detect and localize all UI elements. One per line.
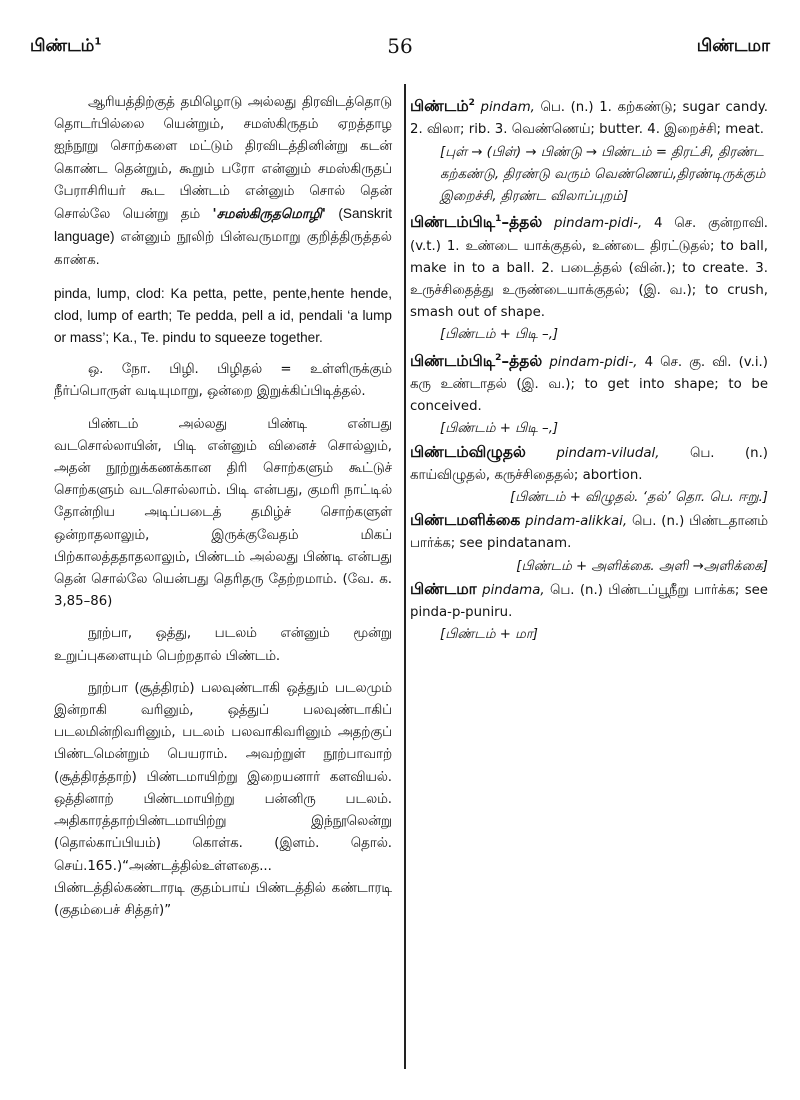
dictionary-entry [410, 92, 768, 208]
entry-etymology: [பிண்டம் + பிடி –,] [440, 327, 559, 343]
left-paragraph-1: ஆரியத்திற்குத் தமிழொடு அல்லது திரவிடத்தொடு தொடர்பில்லை யென்றும், சமஸ்கிருதம் ஏறத்தாழ ஐந்நூறு சொற்களை மட்டும் திரவிடத்தினின்று கடன் கொண்ட தென்றும், கூறும் பரோ என்னும் சமஸ்கிருதப் பேராசிரியர் கூட பிண்டம் என்னும் சொல் தென் சொல்லே யென்று தம் 'சமஸ்கிருதமொழி' (Sanskrit language) என்னும் நூலிற் பின்வருமாறு குறித்திருத்தல் காண்க. [54, 95, 392, 268]
left-paragraph-3: ஒ. நோ. பிழி. பிழிதல் = உள்ளிருக்கும் நீர்ப்பொருள் வடியுமாறு, ஒன்றை இறுக்கிப்பிடித்தல். [54, 362, 392, 400]
entry-headword: பிண்டம்விழுதல் [410, 442, 526, 461]
left-paragraph-6: நூற்பா (சூத்திரம்) பலவுண்டாகி ஒத்தும் படலமும் இன்றாகி வரினும், ஒத்துப் பலவுண்டாகிப் படலமின்றிவரினும், படலம் பலவாகிவரினும் அதற்குப் பிண்டமென்றும் பெயராம். அவற்றுள் நூற்பாவாற் (சூத்திரத்தாற்) பிண்டமாயிற்று இறையனார் களவியல். ஒத்தினாற் பிண்டமாயிற்று பன்னிரு படலம். அதிகாரத்தாற்பிண்டமாயிற்று இந்நூலென்று (தொல்காப்பியம்) கொள்க. (இளம். தொல். செய்.165.)“அண்டத்தில்உள்ளதை... பிண்டத்தில்கண்டாரடி குதம்பாய் பிண்டத்தில் கண்டாரடி (குதம்பைச் சித்தர்)” [54, 680, 392, 918]
dictionary-entry [410, 441, 768, 510]
entry-transliteration: pindam, [480, 100, 535, 116]
entry-definition: பெ. (n.) காய்விழுதல், கருச்சிதைதல்; abortion. [410, 445, 768, 483]
header-left-guideword: பிண்டம்$^1$ [30, 36, 102, 56]
entry-headword: பிண்டம்$^2$ [410, 97, 475, 116]
entry-transliteration: pindama, [482, 582, 545, 598]
dictionary-entry [410, 208, 768, 346]
left-paragraph-5: நூற்பா, ஒத்து, படலம் என்னும் மூன்று உறுப்புகளையும் பெற்றதால் பிண்டம். [54, 626, 392, 664]
entry-headword: பிண்டம்பிடி$^1$–த்தல் [410, 213, 543, 232]
entry-transliteration: pindam-pidi-, [554, 216, 643, 232]
entry-etymology: [பிண்டம் + மா] [440, 627, 538, 643]
entry-transliteration: pindam-alikkai, [525, 514, 628, 530]
left-column [54, 92, 392, 932]
entry-etymology: [பிண்டம் + விழுதல். ‘தல்’ தொ. பெ. ஈறு.] [510, 489, 768, 505]
page-header [30, 30, 770, 70]
header-left-superscript: 1 [94, 36, 102, 48]
left-paragraph-4: பிண்டம் அல்லது பிண்டி என்பது வடசொல்லாயின், பிடி என்னும் வினைச் சொல்லும், அதன் நூற்றுக்கணக்கான திரி சொற்களும் கூட்டுச் சொற்களும் வடசொல்லாம். பிடி என்பது, குமரி நாட்டில் தோன்றிய அடிப்படைத் தமிழ்ச் சொற்களுள் ஒன்றாதலாலும், இருக்குவேதம் மிகப் பிற்காலத்ததாதலாலும், பிண்டம் அல்லது பிண்டி என்பது தென் சொல்லே யென்பது தெரிதரு தேற்றமாம். (வே. க. 3,85–86) [54, 416, 392, 610]
entry-definition: பெ. (n.) 1. கற்கண்டு; sugar candy. 2. விலா; rib. 3. வெண்ணெய்; butter. 4. இறைச்சி; meat. [410, 100, 768, 138]
entry-definition: 4 செ. கு. வி. (v.i.) கரு உண்டாதல் (இ. வ.); to get into shape; to be conceived. [410, 354, 768, 415]
entry-headword: பிண்டமா [410, 579, 477, 598]
left-paragraph-2: pinda, lump, clod: Ka petta, pette, pente,hente hende, clod, lump of earth; Te pedda, pell a id, pendali ‘a lump or mass’; Ka., Te. pindu to squeeze together. [54, 285, 392, 346]
entry-definition: 4 செ. குன்றாவி. (v.t.) 1. உண்டை யாக்குதல், உண்டை திரட்டுதல்; to ball, make in to a ball. 2. படைத்தல் (வின்.); to create. 3. உருச்சிதைத்து உருண்டையாக்குதல்; (இ. வ.); to crush, smash out of shape. [410, 216, 768, 321]
column-divider [404, 84, 406, 1069]
book-title: 'சமஸ்கிருதமொழி' [212, 207, 326, 223]
right-column [410, 92, 768, 646]
entry-headword: பிண்டமளிக்கை [410, 511, 521, 530]
page-number: 56 [387, 34, 413, 58]
dictionary-entry [410, 578, 768, 647]
entry-definition: பெ. (n.) பிண்டதானம் பார்க்க; see pindatanam. [410, 514, 768, 552]
entry-etymology: [பிண்டம் + அளிக்கை. அளி →அளிக்கை] [516, 558, 768, 574]
entry-etymology: [பிண்டம் + பிடி –,] [440, 421, 559, 437]
entry-transliteration: pindam-viludal, [556, 445, 660, 461]
entry-headword: பிண்டம்பிடி$^2$–த்தல் [410, 351, 543, 370]
entry-etymology: [புள் → (பிள்) → பிண்டு → பிண்டம் = திரட்சி, திரண்ட கற்கண்டு, திரண்டு வரும் வெண்ணெய்,திரண்டிருக்கும் இறைச்சி, திரண்ட விலாப்புறம்] [440, 144, 766, 204]
entry-transliteration: pindam-pidi-, [549, 354, 638, 370]
header-right-guideword: பிண்டமா [696, 36, 770, 56]
dictionary-entry [410, 347, 768, 441]
dictionary-entry [410, 509, 768, 578]
entry-definition: பெ. (n.) பிண்டப்பூநீறு பார்க்க; see pinda-p-puniru. [410, 582, 768, 620]
